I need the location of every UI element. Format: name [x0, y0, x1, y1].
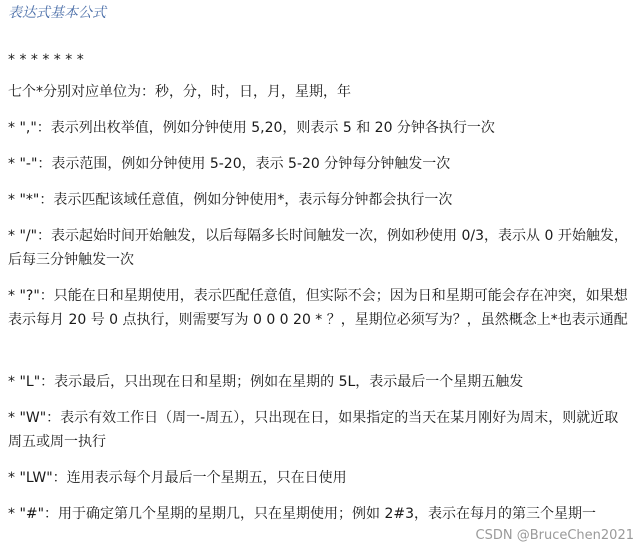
lw-rule-paragraph: * "LW"：连用表示每个月最后一个星期五，只在日使用	[8, 470, 347, 486]
wildcard-rule-paragraph: * "*"：表示匹配该域任意值，例如分钟使用*，表示每分钟都会执行一次	[8, 192, 453, 208]
hash-rule-paragraph: * "#"：用于确定第几个星期的星期几，只在星期使用；例如 2#3，表示在每月的第三个星期一	[8, 506, 597, 522]
question-rule-paragraph: * "?"：只能在日和星期使用，表示匹配任意值，但实际不会；因为日和星期可能会存在冲突，如果想表示每月 20 号 0 点执行，则需要写为 0 0 0 20 * ？，星期位必须写为？，虽然概念上*也表示通配	[8, 288, 628, 328]
slash-rule-paragraph: * "/"：表示起始时间开始触发，以后每隔多长时间触发一次，例如秒使用 0/3，表示从 0 开始触发，后每三分钟触发一次	[8, 228, 628, 268]
last-rule-paragraph: * "L"：表示最后，只出现在日和星期；例如在星期的 5L，表示最后一个星期五触发	[8, 374, 524, 390]
csdn-watermark: CSDN @BruceChen2021	[475, 528, 634, 543]
field-units-paragraph: 七个*分别对应单位为：秒，分，时，日，月，星期，年	[8, 84, 351, 100]
section-title: 表达式基本公式	[8, 5, 106, 21]
weekday-rule-paragraph: * "W"：表示有效工作日（周一-周五），只出现在日，如果指定的当天在某月刚好为周末，则就近取周五或周一执行	[8, 410, 619, 450]
asterisk-pattern: * * * * * * *	[8, 52, 84, 68]
comma-rule-paragraph: * ","：表示列出枚举值，例如分钟使用 5,20，则表示 5 和 20 分钟各执行一次	[8, 120, 495, 136]
range-rule-paragraph: * "-"：表示范围，例如分钟使用 5-20，表示 5-20 分钟每分钟触发一次	[8, 156, 451, 172]
